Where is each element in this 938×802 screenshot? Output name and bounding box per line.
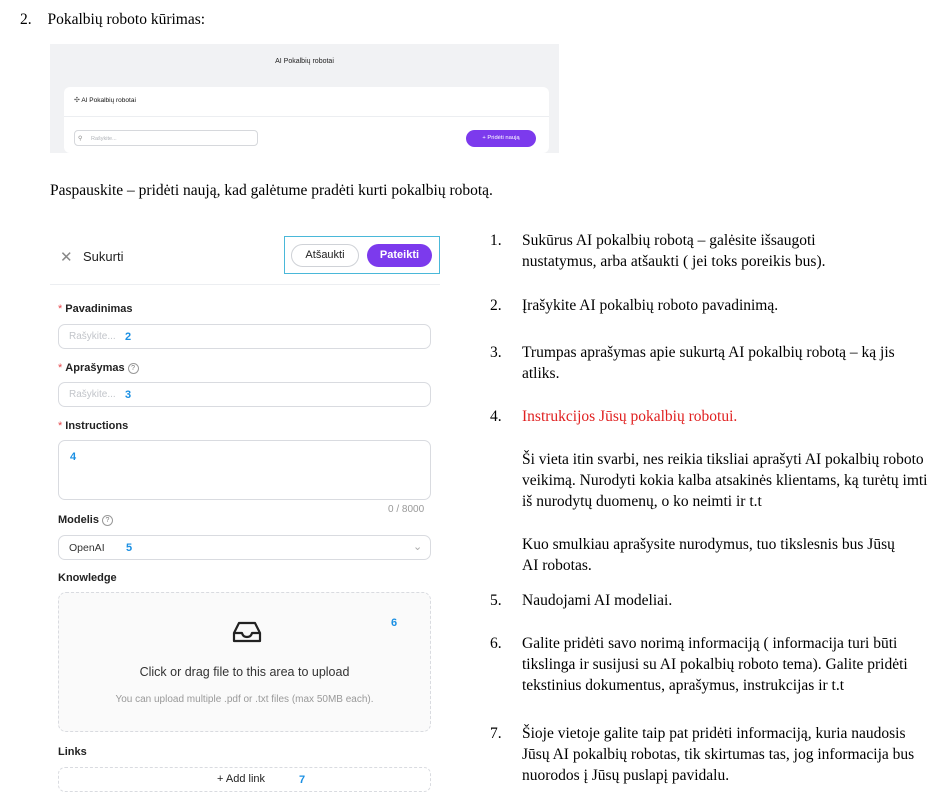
list-text: Įrašykite AI pokalbių roboto pavadinimą. (522, 297, 779, 314)
submit-button[interactable]: Pateikti (367, 244, 432, 267)
help-icon: ? (128, 363, 139, 374)
list-text: Sukūrus AI pokalbių robotą – galėsite išsaugoti nustatymus, arba atšaukti ( jei toks poreikis bus). (522, 232, 826, 270)
add-link-button[interactable] (58, 767, 431, 792)
form-title: Sukurti (83, 249, 124, 264)
create-form-screenshot (50, 228, 440, 802)
marker-3: 3 (125, 389, 132, 401)
inbox-icon (232, 620, 262, 644)
cancel-button[interactable]: Atšaukti (291, 244, 359, 267)
links-label: Links (58, 746, 87, 758)
list-text: Naudojami AI modeliai. (522, 592, 673, 609)
char-counter: 0 / 8000 (388, 504, 425, 515)
search-icon: ⚲ (78, 136, 83, 142)
screenshot-title: AI Pokalbių robotai (275, 58, 334, 65)
search-input[interactable] (74, 130, 258, 146)
chatbots-card (64, 87, 549, 153)
list-paragraph: Ši vieta itin svarbi, nes reikia tiksliai aprašyti AI pokalbių roboto veikimą. Nurodyti kokia kalba atsakinės klientams, ką turėtų imti iš nurodytų duomenų, o ko neimti ir t.t (522, 451, 928, 510)
add-new-button[interactable]: + Pridėti naują (466, 130, 536, 147)
description-placeholder: Rašykite... (69, 389, 116, 400)
list-number: 7. (490, 725, 502, 742)
list-item-1 (490, 230, 930, 272)
add-link-label: + Add link (217, 773, 266, 785)
list-number: 2. (490, 297, 502, 314)
list-number: 3. (490, 344, 502, 361)
description-label-text: Aprašymas (65, 362, 125, 374)
list-text-red: Instrukcijos Jūsų pokalbių robotui. (522, 408, 738, 425)
heading-text: Pokalbių roboto kūrimas: (47, 11, 206, 28)
marker-4: 4 (70, 451, 77, 463)
description-input[interactable] (58, 382, 431, 407)
upload-main-text: Click or drag file to this area to upload (139, 665, 350, 679)
close-icon[interactable]: ✕ (60, 249, 73, 266)
list-text: Galite pridėti savo norimą informaciją ( informacija turi būti tikslinga ir susijusi su AI pokalbių roboto tema). Galite pridėti tekstinius dokumentus, aprašymus, instrukcijas ir t.t (522, 635, 908, 694)
help-icon: ? (102, 515, 113, 526)
chatbots-list-screenshot (50, 44, 559, 153)
model-label (58, 514, 113, 526)
marker-7: 7 (299, 774, 306, 786)
divider (64, 116, 549, 117)
sparkle-icon: ✣ (74, 97, 80, 104)
list-paragraph: Kuo smulkiau aprašysite nurodymus, tuo tikslesnis bus Jūsų AI robotas. (522, 536, 895, 574)
list-item-3 (490, 342, 930, 384)
list-text: Šioje vietoje galite taip pat pridėti informaciją, kuria naudosis Jūsų AI pokalbių robotas, tik skirtumas tas, jog informacija bus nuorodos į Jūsų puslapį pavidalu. (522, 725, 915, 784)
model-value: OpenAI (69, 542, 105, 554)
list-item-2 (490, 295, 930, 316)
card-title (74, 96, 136, 104)
name-label (58, 303, 133, 315)
list-text: Trumpas aprašymas apie sukurtą AI pokalbių robotą – ką jis atliks. (522, 344, 895, 382)
intro-text: Paspauskite – pridėti naują, kad galėtume pradėti kurti pokalbių robotą. (50, 182, 493, 199)
name-input[interactable] (58, 324, 431, 349)
list-number: 1. (490, 232, 502, 249)
marker-2: 2 (125, 331, 132, 343)
upload-hint-text: You can upload multiple .pdf or .txt files (max 50MB each). (115, 694, 374, 705)
chevron-down-icon: ⌄ (413, 541, 423, 553)
section-heading (20, 9, 205, 30)
search-placeholder: Rašykite... (91, 136, 117, 142)
knowledge-label: Knowledge (58, 572, 117, 584)
name-label-text: Pavadinimas (65, 303, 133, 315)
marker-6: 6 (391, 617, 398, 629)
model-label-text: Modelis (58, 514, 99, 526)
description-label (58, 362, 139, 374)
list-number: 6. (490, 635, 502, 652)
required-mark: * (58, 362, 63, 374)
list-number: 4. (490, 408, 502, 425)
marker-5: 5 (126, 542, 133, 554)
model-select[interactable] (58, 535, 431, 560)
instructions-label-text: Instructions (65, 420, 129, 432)
list-item-7 (490, 723, 930, 786)
required-mark: * (58, 303, 63, 315)
list-item-5 (490, 590, 930, 611)
list-item-4 (490, 406, 930, 576)
required-mark: * (58, 420, 63, 432)
card-title-text: AI Pokalbių robotai (81, 97, 136, 104)
header-divider (50, 284, 440, 285)
instructions-textarea[interactable] (58, 440, 431, 500)
instructions-label (58, 420, 128, 432)
name-placeholder: Rašykite... (69, 331, 116, 342)
list-item-6 (490, 633, 936, 696)
heading-number: 2. (20, 11, 32, 28)
list-number: 5. (490, 592, 502, 609)
upload-dropzone[interactable] (58, 592, 431, 732)
